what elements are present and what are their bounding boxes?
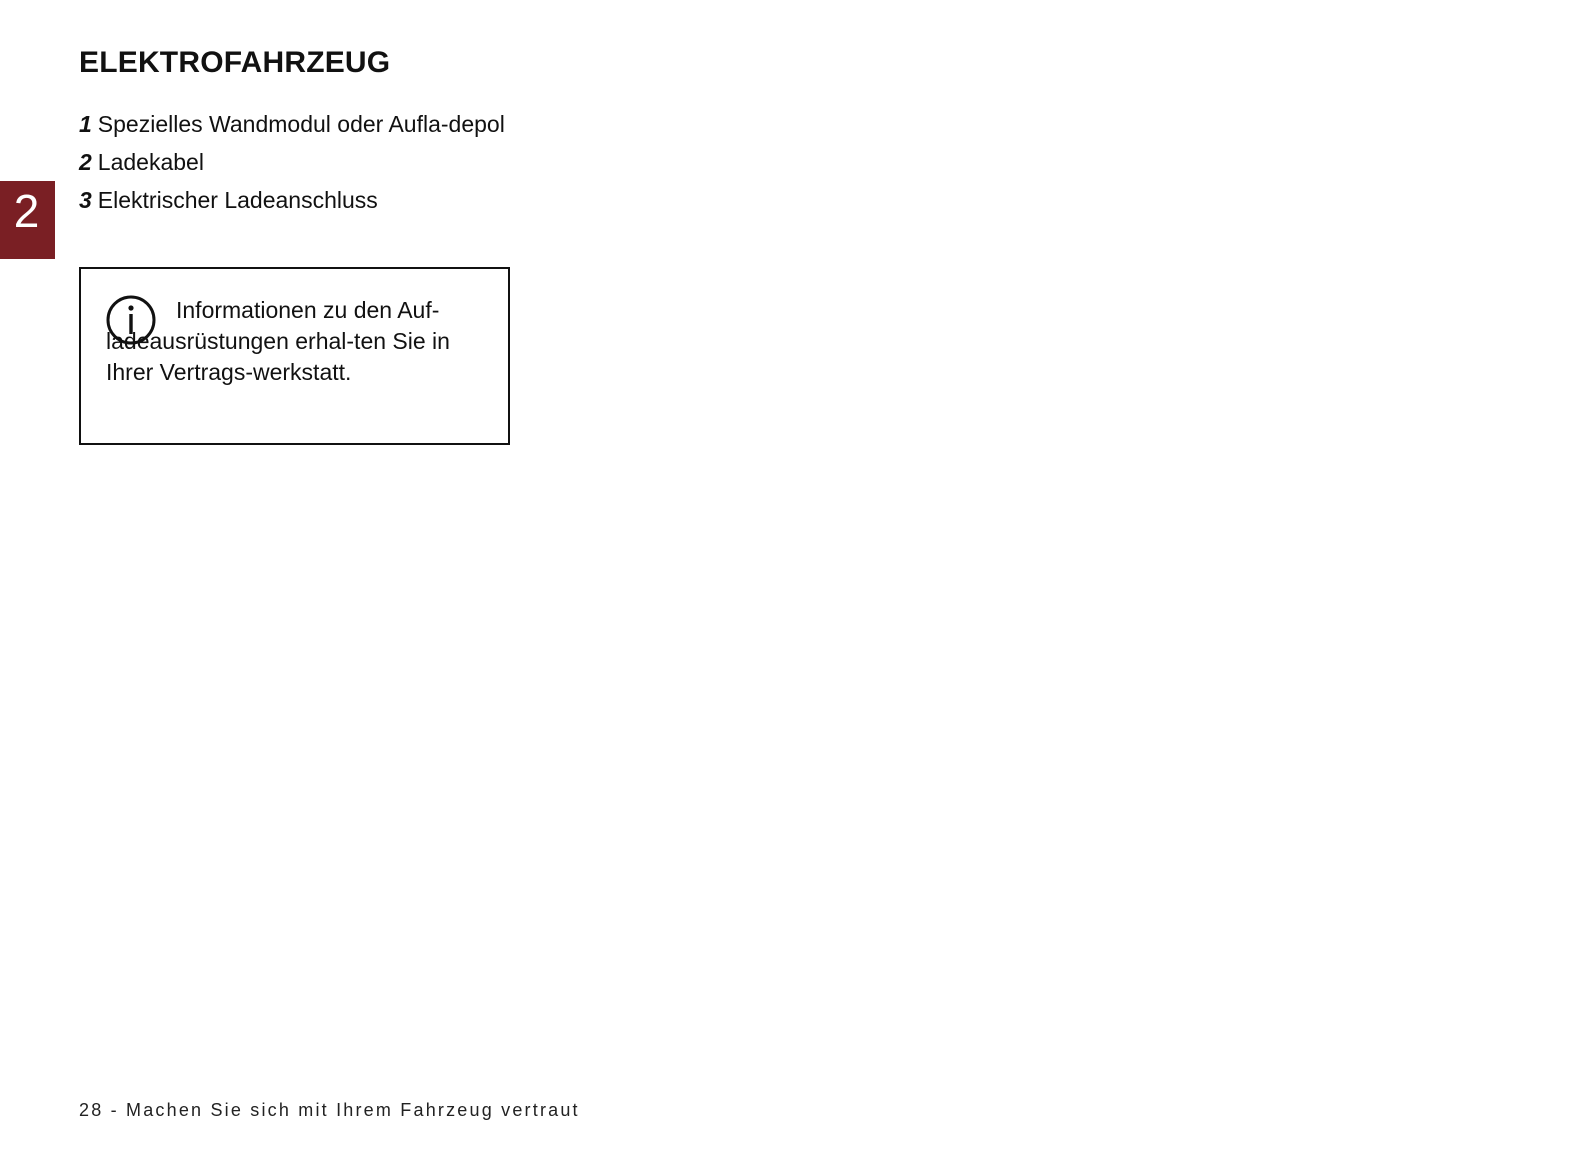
chapter-tab	[0, 181, 55, 259]
section-title: ELEKTROFAHRZEUG	[79, 46, 391, 79]
legend-number: 2	[79, 149, 92, 175]
legend-text: Spezielles Wandmodul oder Aufla-depol	[97, 111, 505, 137]
legend-number: 1	[79, 111, 92, 137]
legend-text: Elektrischer Ladeanschluss	[97, 187, 378, 213]
legend-item	[79, 148, 509, 176]
chapter-number: 2	[13, 185, 40, 237]
legend-item	[79, 110, 509, 138]
page-footer: 28 - Machen Sie sich mit Ihrem Fahrzeug vertraut	[79, 1100, 580, 1120]
legend-item	[79, 186, 509, 214]
legend-number: 3	[79, 187, 92, 213]
legend-text: Ladekabel	[97, 149, 204, 175]
info-box	[79, 267, 510, 445]
info-text: Informationen zu den Auf-ladeausrüstungen erhal-ten Sie in Ihrer Vertrags-werkstatt.	[106, 297, 450, 385]
legend-list	[79, 110, 509, 224]
